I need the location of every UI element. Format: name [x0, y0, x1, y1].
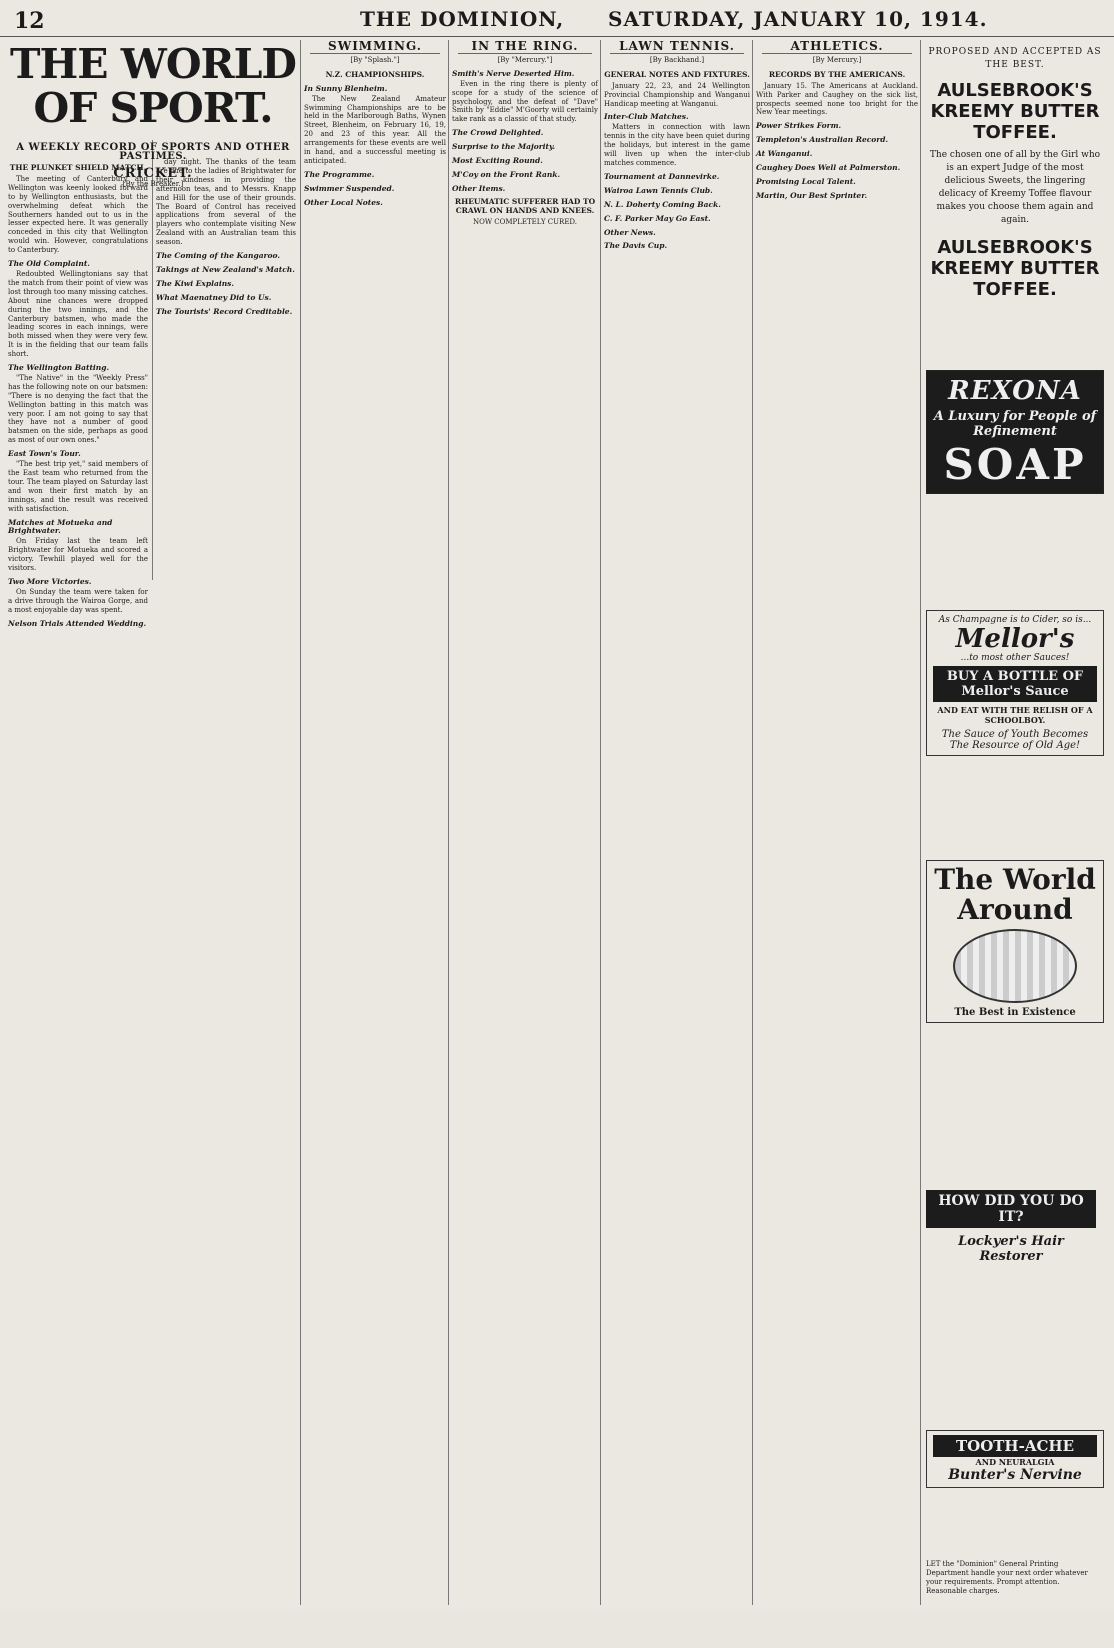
- athletics-subhead: Promising Local Talent.: [756, 176, 856, 186]
- tooth-ache-sub: AND NEURALGIA: [975, 1457, 1055, 1467]
- mellor-brand: Mellor's: [955, 624, 1075, 654]
- athletics-column: [756, 40, 918, 1605]
- tennis-subhead: Wairoa Lawn Tennis Club.: [604, 185, 713, 195]
- lockyer-ad: [926, 1190, 1096, 1264]
- tennis-subhead: Tournament at Dannevirke.: [604, 171, 720, 181]
- ring-byline: [By "Mercury."]: [497, 55, 553, 64]
- ring-subhead: The Crowd Delighted.: [452, 128, 544, 138]
- tennis-subhead: Other News.: [604, 227, 656, 237]
- swimming-subhead: The Programme.: [304, 169, 375, 179]
- tennis-paragraph: Matters in connection with lawn tennis in the city have been quiet during the holidays, but interest in the game will liven up when the inter-club matches commence.: [604, 123, 750, 167]
- athletics-subhead: Martin, Our Best Sprinter.: [756, 190, 868, 200]
- dominion-printing-note: LET the "Dominion" General Printing Department handle your next order whatever your requirements. Prompt attention. Reasonable charges.: [926, 1560, 1088, 1595]
- rexona-soap: SOAP: [943, 440, 1087, 489]
- cricket-subhead: The Kiwi Explains.: [156, 278, 234, 288]
- tennis-heading: GENERAL NOTES AND FIXTURES.: [604, 69, 750, 79]
- swimming-subhead: Other Local Notes.: [304, 197, 383, 207]
- ring-title: IN THE RING.: [471, 39, 579, 53]
- tennis-subhead: Inter-Club Matches.: [604, 112, 689, 122]
- ring-subhead: Most Exciting Round.: [452, 156, 543, 166]
- bunters-nervine: Bunter's Nervine: [948, 1467, 1082, 1483]
- tooth-ache-title: TOOTH-ACHE: [933, 1435, 1097, 1457]
- cricket-paragraph: Redoubted Wellingtonians say that the match from their point of view was lost through too many missing catches. About nine chances were dropped during the two innings, and the Canterbury batsmen, who made the leading scores in each innings, were both missed when they were very few. It is in the fielding that our team falls short.: [8, 269, 148, 359]
- sport-header: [8, 40, 298, 188]
- cricket-subhead: The Old Complaint.: [8, 259, 90, 269]
- swimming-paragraph: The New Zealand Amateur Swimming Championships are to be held in the Marlborough Baths, Wynen Street, Blenheim, on February 16, 19, 20 and 23 of this year. All the arrangements for these events are well in hand, and a successful meeting is anticipated.: [304, 94, 446, 165]
- mellor-ad: [926, 610, 1104, 756]
- rexona-ad: [926, 370, 1104, 494]
- tooth-ache-ad: [926, 1430, 1104, 1488]
- tennis-title: LAWN TENNIS.: [619, 39, 735, 53]
- aulsebrook-ad-1: [926, 46, 1104, 300]
- cricket-subhead: Matches at Motueka and Brightwater.: [8, 517, 113, 536]
- athletics-subhead: Caughey Does Well at Palmerston.: [756, 163, 901, 173]
- globe-icon: [953, 929, 1077, 1003]
- cricket-column-2: [156, 158, 296, 1648]
- tennis-byline: [By Backhand.]: [649, 55, 705, 64]
- mellor-tagline: The Sauce of Youth Becomes The Resource of Old Age!: [941, 729, 1089, 751]
- column-rule: [152, 140, 153, 580]
- athletics-title: ATHLETICS.: [790, 39, 884, 53]
- cricket-paragraph: "The best trip yet," said members of the East team who returned from the tour. The team played on Saturday last and won their first match by an innings, and the result was received with satisfaction.: [8, 460, 148, 513]
- page-subtitle: A WEEKLY RECORD OF SPORTS AND OTHER PASTIMES.: [16, 142, 290, 162]
- athletics-byline: [By Mercury.]: [812, 55, 862, 64]
- mellor-line-2: ...to most other Sauces!: [960, 653, 1070, 663]
- world-around-tagline: The Best in Existence: [954, 1007, 1076, 1018]
- aulsebrook-brand: AULSEBROOK'S KREEMY BUTTER TOFFEE.: [930, 80, 1100, 143]
- lockyer-brand: Lockyer's Hair Restorer: [958, 1234, 1064, 1264]
- mellor-line-1: As Champagne is to Cider, so is...: [938, 615, 1092, 625]
- athletics-subhead: Power Strikes Form.: [756, 121, 842, 131]
- mellor-eat: AND EAT WITH THE RELISH OF A SCHOOLBOY.: [937, 705, 1093, 725]
- tennis-subhead: The Davis Cup.: [604, 241, 668, 251]
- column-rule: [300, 40, 301, 1605]
- rexona-brand: REXONA: [948, 376, 1082, 406]
- swimming-subhead: In Sunny Blenheim.: [304, 83, 388, 93]
- swimming-heading: N.Z. CHAMPIONSHIPS.: [325, 69, 425, 79]
- ring-subhead: Other Items.: [452, 183, 506, 193]
- cricket-subhead: East Town's Tour.: [8, 449, 81, 459]
- tennis-column: [604, 40, 750, 1605]
- aulsebrook-brand-2: AULSEBROOK'S KREEMY BUTTER TOFFEE.: [930, 237, 1100, 300]
- masthead-date: SATURDAY, JANUARY 10, 1914.: [608, 7, 988, 31]
- masthead: [0, 0, 1114, 37]
- aulsebrook-ad-top: PROPOSED AND ACCEPTED AS THE BEST.: [928, 47, 1102, 70]
- ring-subhead: M'Coy on the Front Rank.: [452, 169, 561, 179]
- cricket-subhead: What Maenatney Did to Us.: [156, 292, 272, 302]
- cricket-intro: The meeting of Canterbury and Wellington was keenly looked forward to by Wellington enthusiasts, but the overwhelming defeat which the Southerners handed out to us in the lesser expected here. It was generally conceded in this city that Wellington would win. However, congratulations to Canterbury.: [8, 174, 148, 255]
- masthead-title: THE DOMINION,: [360, 7, 565, 31]
- ring-subhead: Surprise to the Majority.: [452, 142, 556, 152]
- page-title: THE WORLD OF SPORT.: [10, 40, 296, 132]
- cricket-heading: THE PLUNKET SHIELD MATCH.: [9, 163, 147, 172]
- cricket-subhead: The Coming of the Kangaroo.: [156, 251, 280, 261]
- cricket-section-title: CRICKET.: [113, 165, 193, 181]
- cricket-paragraph: On Sunday the team were taken for a drive through the Wairoa Gorge, and a most enjoyable day was spent.: [8, 587, 148, 614]
- world-around-ad: [926, 860, 1104, 1023]
- cricket-subhead: The Wellington Batting.: [8, 363, 110, 373]
- rexona-tagline: A Luxury for People of Refinement: [933, 409, 1097, 439]
- cricket-subhead: The Tourists' Record Creditable.: [156, 306, 293, 316]
- page-number: 12: [14, 8, 45, 34]
- world-around-title: The World Around: [934, 863, 1096, 926]
- column-rule: [920, 40, 921, 1605]
- ring-column: [452, 40, 598, 1605]
- cricket-subhead: Takings at New Zealand's Match.: [156, 264, 295, 274]
- rheumatic-ad-title: RHEUMATIC SUFFERER HAD TO CRAWL ON HANDS AND KNEES.: [454, 196, 596, 215]
- swimming-byline: [By "Splash."]: [350, 55, 400, 64]
- swimming-column: [304, 40, 446, 1605]
- ring-paragraph: Even in the ring there is plenty of scope for a study of the science of psychology, and the defeat of "Dave" Smith by "Eddie" M'Goorty will certainly take rank as a classic of that study.: [452, 79, 598, 124]
- how-did-you-do-it: HOW DID YOU DO IT?: [926, 1190, 1096, 1228]
- column-rule: [600, 40, 601, 1605]
- athletics-subhead: At Wanganui.: [756, 149, 813, 159]
- ring-subhead: Smith's Nerve Deserted Him.: [452, 68, 575, 78]
- tennis-fixtures: January 22, 23, and 24 Wellington Provincial Championship and Wanganui Handicap meeting at Wanganui.: [604, 81, 750, 108]
- cricket-subhead: Two More Victories.: [8, 576, 92, 586]
- athletics-paragraph: January 15. The Americans at Auckland. With Parker and Caughey on the sick list, prospects seemed none too bright for the New Year meetings.: [756, 81, 918, 117]
- column-rule: [752, 40, 753, 1605]
- cricket-paragraph: On Friday last the team left Brightwater for Motueka and scored a victory. Tewhill played well for the visitors.: [8, 537, 148, 573]
- column-rule: [448, 40, 449, 1605]
- rheumatic-ad-subtitle: NOW COMPLETELY CURED.: [472, 217, 578, 226]
- aulsebrook-ad-text: The chosen one of all by the Girl who is an expert Judge of the most delicious Sweets, the lingering delicacy of Kreemy Toffee flavour makes you choose them again and again.: [929, 150, 1101, 225]
- athletics-subhead: Templeton's Australian Record.: [756, 135, 889, 145]
- swimming-subhead: Swimmer Suspended.: [304, 183, 395, 193]
- tennis-subhead: C. F. Parker May Go East.: [604, 213, 711, 223]
- swimming-title: SWIMMING.: [328, 39, 422, 53]
- cricket-subhead: Nelson Trials Attended Wedding.: [8, 618, 147, 628]
- tennis-subhead: N. L. Doherty Coming Back.: [604, 199, 721, 209]
- cricket-paragraph: "The Native" in the "Weekly Press" has the following note on our batsmen: "There is no denying the fact that the Wellington batting in this match was very poor. I am not going to say that they have not a number of good batsmen on the side, perhaps as good as most of our own ones.": [8, 373, 148, 445]
- athletics-heading: RECORDS BY THE AMERICANS.: [768, 69, 906, 79]
- cricket-column-1: [8, 158, 148, 1648]
- cricket-byline: [By the Breaker.]: [122, 179, 184, 188]
- cricket-paragraph: day night. The thanks of the team are due to the ladies of Brightwater for their kindness in providing the afternoon teas, and to Messrs. Knapp and Hill for the use of their grounds. The Board of Control has received applications from several of the players who contemplate visiting New Zealand with an Australian team this season.: [156, 158, 296, 247]
- mellor-buy: BUY A BOTTLE OF Mellor's Sauce: [933, 666, 1097, 702]
